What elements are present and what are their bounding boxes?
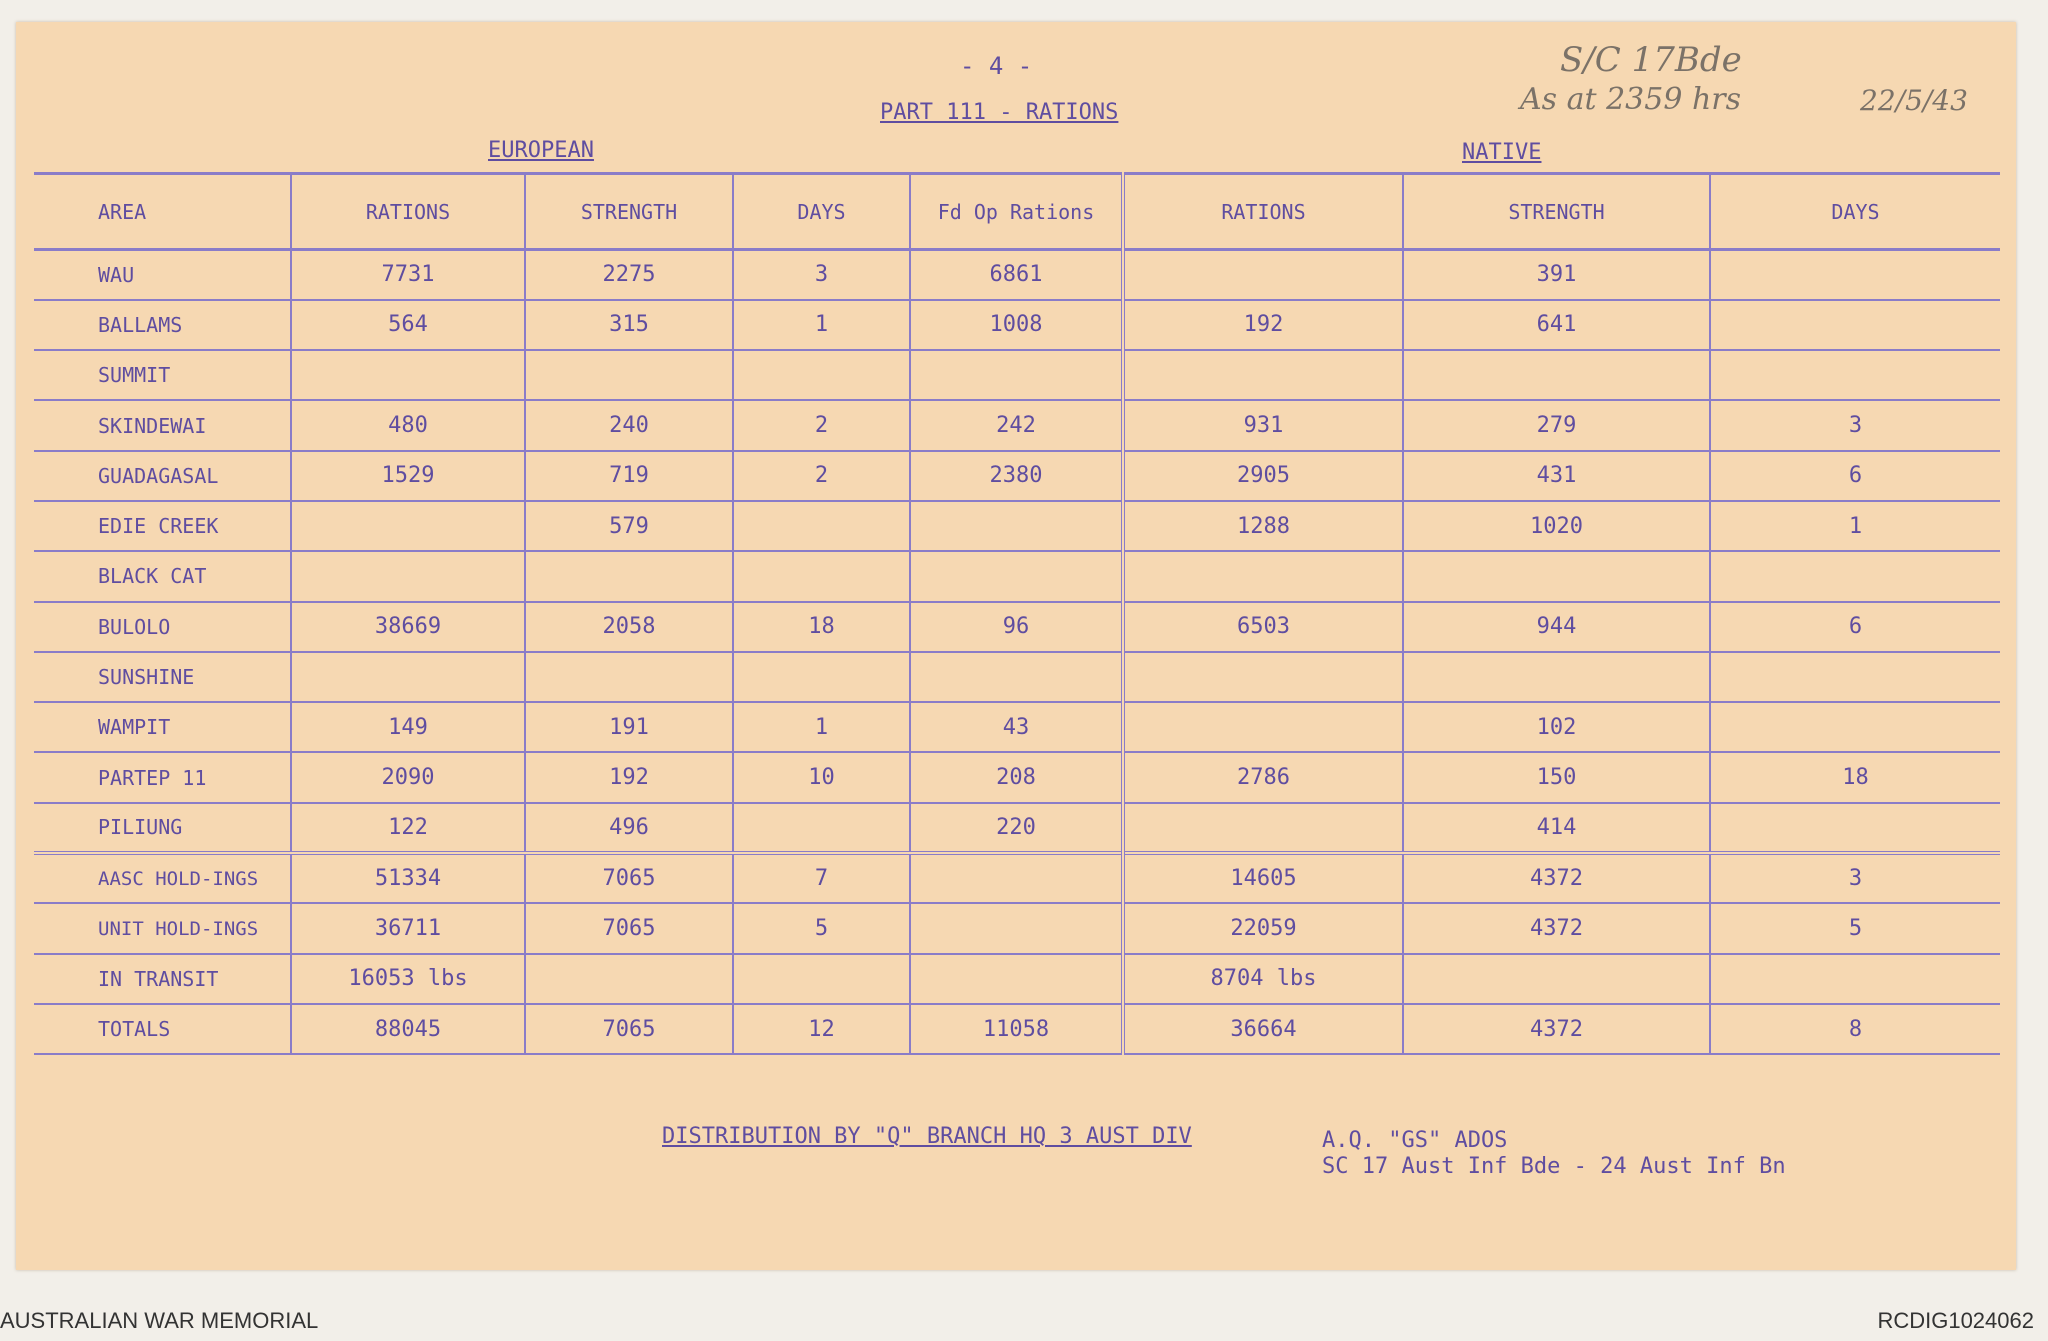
- table-cell: 6503: [1123, 602, 1403, 652]
- table-cell: [525, 350, 733, 400]
- table-cell: 208: [910, 752, 1123, 802]
- table-cell: 6: [1710, 602, 2000, 652]
- rations-table: [34, 172, 2000, 1055]
- table-cell: [291, 350, 525, 400]
- table-cell: 16053 lbs: [291, 954, 525, 1004]
- table-row: [34, 350, 2000, 400]
- table-cell: 191: [525, 702, 733, 752]
- area-cell: WAU: [34, 250, 291, 300]
- handwritten-time-note: As at 2359 hrs: [1520, 82, 1742, 117]
- area-cell: WAMPIT: [34, 702, 291, 752]
- table-cell: 1529: [291, 451, 525, 501]
- table-cell: [1403, 350, 1710, 400]
- table-cell: 2058: [525, 602, 733, 652]
- column-header-native-strength: STRENGTH: [1403, 174, 1710, 250]
- table-cell: [733, 501, 910, 551]
- table-cell: [1710, 702, 2000, 752]
- table-cell: 7731: [291, 250, 525, 300]
- table-cell: 8: [1710, 1004, 2000, 1054]
- table-cell: [1123, 652, 1403, 702]
- table-cell: 579: [525, 501, 733, 551]
- table-cell: 1: [733, 702, 910, 752]
- table-cell: [1123, 803, 1403, 853]
- table-cell: 220: [910, 803, 1123, 853]
- table-cell: 1008: [910, 300, 1123, 350]
- table-cell: 315: [525, 300, 733, 350]
- table-cell: 240: [525, 400, 733, 450]
- area-cell: SKINDEWAI: [34, 400, 291, 450]
- table-cell: 51334: [291, 853, 525, 903]
- table-cell: [291, 501, 525, 551]
- table-cell: [525, 652, 733, 702]
- table-cell: 3: [1710, 400, 2000, 450]
- table-cell: [1710, 652, 2000, 702]
- table-cell: [1710, 803, 2000, 853]
- table-cell: 2090: [291, 752, 525, 802]
- table-cell: [1403, 551, 1710, 601]
- table-cell: 192: [525, 752, 733, 802]
- table-cell: [910, 501, 1123, 551]
- table-cell: [910, 903, 1123, 953]
- table-cell: [291, 551, 525, 601]
- distribution-label: DISTRIBUTION BY "Q" BRANCH HQ 3 AUST DIV: [662, 1124, 1192, 1149]
- distribution-recipients-line2: SC 17 Aust Inf Bde - 24 Aust Inf Bn: [1322, 1154, 1786, 1179]
- distribution-recipients-line1: A.Q. "GS" ADOS: [1322, 1128, 1508, 1153]
- table-cell: 149: [291, 702, 525, 752]
- table-cell: 391: [1403, 250, 1710, 300]
- table-cell: 1020: [1403, 501, 1710, 551]
- table-cell: 150: [1403, 752, 1710, 802]
- column-header-eu-days: DAYS: [733, 174, 910, 250]
- table-row: [34, 451, 2000, 501]
- table-cell: [1710, 954, 2000, 1004]
- table-cell: [733, 803, 910, 853]
- area-cell: SUNSHINE: [34, 652, 291, 702]
- table-cell: [910, 551, 1123, 601]
- table-cell: 7: [733, 853, 910, 903]
- area-cell: BLACK CAT: [34, 551, 291, 601]
- table-cell: 2: [733, 451, 910, 501]
- table-cell: 102: [1403, 702, 1710, 752]
- footer-source-label: AUSTRALIAN WAR MEMORIAL: [0, 1308, 319, 1333]
- table-cell: 719: [525, 451, 733, 501]
- footer-record-id: RCDIG1024062: [1877, 1308, 2034, 1333]
- table-cell: 14605: [1123, 853, 1403, 903]
- table-cell: 414: [1403, 803, 1710, 853]
- table-row: [34, 602, 2000, 652]
- table-cell: 7065: [525, 853, 733, 903]
- column-header-fd-op-rations: Fd Op Rations: [910, 174, 1123, 250]
- table-cell: 1: [733, 300, 910, 350]
- column-header-area: AREA: [34, 174, 291, 250]
- table-cell: 2786: [1123, 752, 1403, 802]
- area-cell: IN TRANSIT: [34, 954, 291, 1004]
- table-cell: 36711: [291, 903, 525, 953]
- table-cell: 43: [910, 702, 1123, 752]
- table-cell: 4372: [1403, 853, 1710, 903]
- table-cell: [733, 350, 910, 400]
- table-row: [34, 501, 2000, 551]
- table-header-row: [34, 174, 2000, 250]
- area-cell: SUMMIT: [34, 350, 291, 400]
- table-cell: 2: [733, 400, 910, 450]
- table-cell: 3: [733, 250, 910, 300]
- table-cell: 1288: [1123, 501, 1403, 551]
- table-cell: 18: [1710, 752, 2000, 802]
- table-cell: [910, 954, 1123, 1004]
- table-cell: [910, 350, 1123, 400]
- area-cell: TOTALS: [34, 1004, 291, 1054]
- table-cell: 242: [910, 400, 1123, 450]
- table-cell: [1403, 652, 1710, 702]
- table-cell: 279: [1403, 400, 1710, 450]
- table-cell: 431: [1403, 451, 1710, 501]
- part-title: PART 111 - RATIONS: [880, 100, 1119, 125]
- table-cell: 2380: [910, 451, 1123, 501]
- table-cell: [1123, 250, 1403, 300]
- table-row: [34, 1004, 2000, 1054]
- table-cell: 6: [1710, 451, 2000, 501]
- table-cell: 944: [1403, 602, 1710, 652]
- table-cell: [1710, 250, 2000, 300]
- table-cell: 2905: [1123, 451, 1403, 501]
- area-cell: BALLAMS: [34, 300, 291, 350]
- table-cell: 8704 lbs: [1123, 954, 1403, 1004]
- table-cell: [525, 551, 733, 601]
- column-header-eu-rations: RATIONS: [291, 174, 525, 250]
- table-cell: [525, 954, 733, 1004]
- table-row: [34, 400, 2000, 450]
- table-cell: 4372: [1403, 903, 1710, 953]
- table-cell: [733, 954, 910, 1004]
- table-row: [34, 903, 2000, 953]
- table-cell: [1710, 300, 2000, 350]
- table-cell: 12: [733, 1004, 910, 1054]
- table-cell: 3: [1710, 853, 2000, 903]
- table-row: [34, 702, 2000, 752]
- table-row: [34, 853, 2000, 903]
- table-row: [34, 300, 2000, 350]
- table-cell: 496: [525, 803, 733, 853]
- handwritten-unit-note: S/C 17Bde: [1560, 40, 1742, 80]
- table-cell: 6861: [910, 250, 1123, 300]
- column-header-eu-strength: STRENGTH: [525, 174, 733, 250]
- column-header-native-rations: RATIONS: [1123, 174, 1403, 250]
- table-cell: [910, 652, 1123, 702]
- table-cell: 11058: [910, 1004, 1123, 1054]
- group-heading-european: EUROPEAN: [488, 138, 594, 163]
- table-cell: 5: [1710, 903, 2000, 953]
- page-number: - 4 -: [960, 52, 1033, 80]
- column-header-native-days: DAYS: [1710, 174, 2000, 250]
- table-cell: 4372: [1403, 1004, 1710, 1054]
- table-cell: 1: [1710, 501, 2000, 551]
- table-cell: [1403, 954, 1710, 1004]
- table-cell: 2275: [525, 250, 733, 300]
- table-cell: 18: [733, 602, 910, 652]
- table-row: [34, 752, 2000, 802]
- table-row: [34, 652, 2000, 702]
- table-cell: [1710, 551, 2000, 601]
- table-cell: 38669: [291, 602, 525, 652]
- area-cell: BULOLO: [34, 602, 291, 652]
- table-row: [34, 551, 2000, 601]
- table-cell: 641: [1403, 300, 1710, 350]
- table-cell: 88045: [291, 1004, 525, 1054]
- table-cell: [910, 853, 1123, 903]
- table-cell: [1123, 702, 1403, 752]
- table-cell: 192: [1123, 300, 1403, 350]
- table-cell: [1123, 551, 1403, 601]
- area-cell: AASC HOLD-INGS: [34, 853, 291, 903]
- table-cell: 22059: [1123, 903, 1403, 953]
- table-cell: 931: [1123, 400, 1403, 450]
- table-cell: [1123, 350, 1403, 400]
- table-cell: 480: [291, 400, 525, 450]
- table-cell: [291, 652, 525, 702]
- area-cell: PARTEP 11: [34, 752, 291, 802]
- area-cell: EDIE CREEK: [34, 501, 291, 551]
- table-row: [34, 954, 2000, 1004]
- table-row: [34, 250, 2000, 300]
- table-cell: 564: [291, 300, 525, 350]
- handwritten-date-note: 22/5/43: [1860, 84, 1968, 117]
- table-cell: 36664: [1123, 1004, 1403, 1054]
- table-cell: [733, 652, 910, 702]
- table-cell: [1710, 350, 2000, 400]
- area-cell: PILIUNG: [34, 803, 291, 853]
- table-row: [34, 803, 2000, 853]
- area-cell: GUADAGASAL: [34, 451, 291, 501]
- table-cell: 5: [733, 903, 910, 953]
- table-cell: 122: [291, 803, 525, 853]
- table-cell: 96: [910, 602, 1123, 652]
- area-cell: UNIT HOLD-INGS: [34, 903, 291, 953]
- table-cell: 7065: [525, 1004, 733, 1054]
- table-cell: 10: [733, 752, 910, 802]
- table-cell: 7065: [525, 903, 733, 953]
- table-cell: [733, 551, 910, 601]
- group-heading-native: NATIVE: [1462, 140, 1542, 165]
